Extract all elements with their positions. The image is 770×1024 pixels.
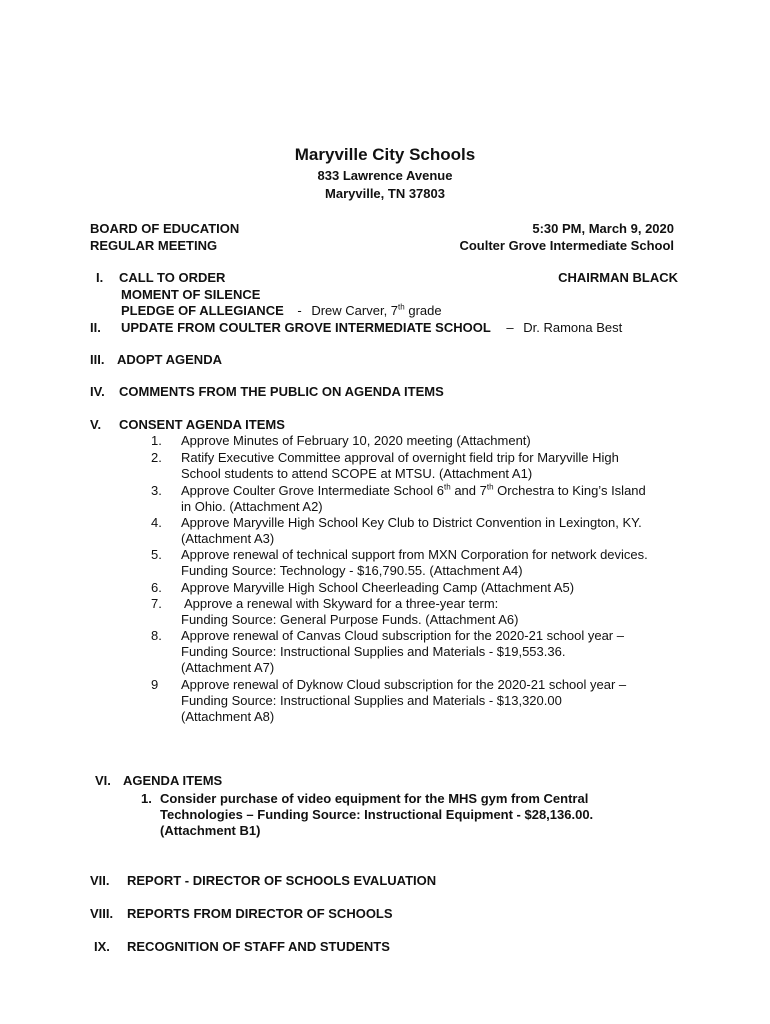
consent-item-num: 8. (151, 628, 162, 643)
consent-item-line: Approve Minutes of February 10, 2020 meeting (Attachment) (181, 433, 531, 448)
consent-item-num: 6. (151, 580, 162, 595)
consent-item-num: 2. (151, 450, 162, 465)
section-title-director-reports: REPORTS FROM DIRECTOR OF SCHOOLS (127, 906, 393, 921)
agenda-item-line: Technologies – Funding Source: Instructional Equipment - $28,136.00. (160, 807, 594, 822)
consent-item-num: 5. (151, 547, 162, 562)
consent-item-line: in Ohio. (Attachment A2) (181, 499, 323, 514)
consent-item-line: (Attachment A8) (181, 709, 275, 724)
section-title-adopt-agenda: ADOPT AGENDA (117, 352, 222, 367)
meeting-time-date: 5:30 PM, March 9, 2020 (532, 221, 674, 236)
section-num-9: IX. (94, 939, 110, 954)
section-num-2: II. (90, 320, 101, 335)
section-title-recognition: RECOGNITION OF STAFF AND STUDENTS (127, 939, 390, 954)
pledge-label: PLEDGE OF ALLEGIANCE (121, 303, 284, 318)
consent-item-line: Funding Source: Instructional Supplies and Materials - $19,553.36. (181, 644, 566, 659)
consent-item-line: School students to attend SCOPE at MTSU. (Attachment A1) (181, 466, 533, 481)
consent-item-3-sup-b: th (486, 482, 494, 492)
consent-item-line: Approve Maryville High School Key Club to District Convention in Lexington, KY. (181, 515, 642, 530)
consent-item-3-text-a: Approve Coulter Grove Intermediate School 6 (181, 483, 445, 498)
section-title-agenda-items: AGENDA ITEMS (123, 773, 223, 788)
presider: CHAIRMAN BLACK (558, 270, 678, 285)
section-title-consent-agenda: CONSENT AGENDA ITEMS (119, 417, 285, 432)
consent-item-line: Funding Source: General Purpose Funds. (Attachment A6) (181, 612, 519, 627)
section-num-3: III. (90, 352, 105, 367)
consent-item-line: (Attachment A7) (181, 660, 275, 675)
agenda-item-line: (Attachment B1) (160, 823, 261, 838)
org-title: Maryville City Schools (294, 145, 476, 164)
pledge-sup: th (398, 302, 405, 312)
consent-item-num: 7. (151, 596, 162, 611)
section-num-7: VII. (90, 873, 110, 888)
org-street: 833 Lawrence Avenue (317, 168, 453, 183)
pledge-line (121, 303, 442, 320)
update-separator: – (506, 320, 514, 335)
agenda-item-num: 1. (141, 791, 152, 806)
org-city: Maryville, TN 37803 (325, 186, 445, 201)
consent-item-3-sup-a: th (444, 482, 451, 492)
consent-item-num: 1. (151, 433, 162, 448)
section-title-public-comments: COMMENTS FROM THE PUBLIC ON AGENDA ITEMS (119, 384, 444, 399)
meeting-location: Coulter Grove Intermediate School (459, 238, 674, 253)
section-num-4: IV. (90, 384, 105, 399)
consent-item-line: Approve a renewal with Skyward for a three-year term: (184, 596, 499, 611)
consent-item-line (181, 483, 646, 500)
consent-item-line: Approve renewal of Canvas Cloud subscription for the 2020-21 school year – (181, 628, 624, 643)
pledge-person: Drew Carver, 7 (311, 303, 399, 318)
consent-item-line: Approve Maryville High School Cheerleading Camp (Attachment A5) (181, 580, 575, 595)
pledge-grade: grade (408, 303, 442, 318)
meeting-type: REGULAR MEETING (90, 238, 218, 253)
agenda-item-line: Consider purchase of video equipment for the MHS gym from Central (160, 791, 589, 806)
consent-item-3-text-c: Orchestra to King’s Island (493, 483, 646, 498)
consent-item-line: Approve renewal of technical support from MXN Corporation for network devices. (181, 547, 648, 562)
consent-item-num: 3. (151, 483, 162, 498)
update-line (121, 320, 622, 337)
section-title-call-to-order: CALL TO ORDER (119, 270, 226, 285)
moment-of-silence: MOMENT OF SILENCE (121, 287, 261, 302)
consent-item-line: Approve renewal of Dyknow Cloud subscription for the 2020-21 school year – (181, 677, 627, 692)
consent-item-line: (Attachment A3) (181, 531, 275, 546)
board-label: BOARD OF EDUCATION (90, 221, 240, 236)
update-presenter: Dr. Ramona Best (523, 320, 623, 335)
consent-item-num: 4. (151, 515, 162, 530)
section-title-update: UPDATE FROM COULTER GROVE INTERMEDIATE SCHOOL (121, 320, 491, 335)
section-num-1: I. (96, 270, 104, 285)
section-title-director-evaluation: REPORT - DIRECTOR OF SCHOOLS EVALUATION (127, 873, 437, 888)
section-num-8: VIII. (90, 906, 114, 921)
section-num-6: VI. (95, 773, 111, 788)
section-num-5: V. (90, 417, 102, 432)
consent-item-line: Funding Source: Technology - $16,790.55. (Attachment A4) (181, 563, 523, 578)
consent-item-line: Funding Source: Instructional Supplies and Materials - $13,320.00 (181, 693, 562, 708)
consent-item-line: Ratify Executive Committee approval of overnight field trip for Maryville High (181, 450, 619, 465)
consent-item-3-text-b: and 7 (450, 483, 487, 498)
pledge-separator: - (297, 303, 302, 318)
consent-item-num: 9 (151, 677, 159, 692)
